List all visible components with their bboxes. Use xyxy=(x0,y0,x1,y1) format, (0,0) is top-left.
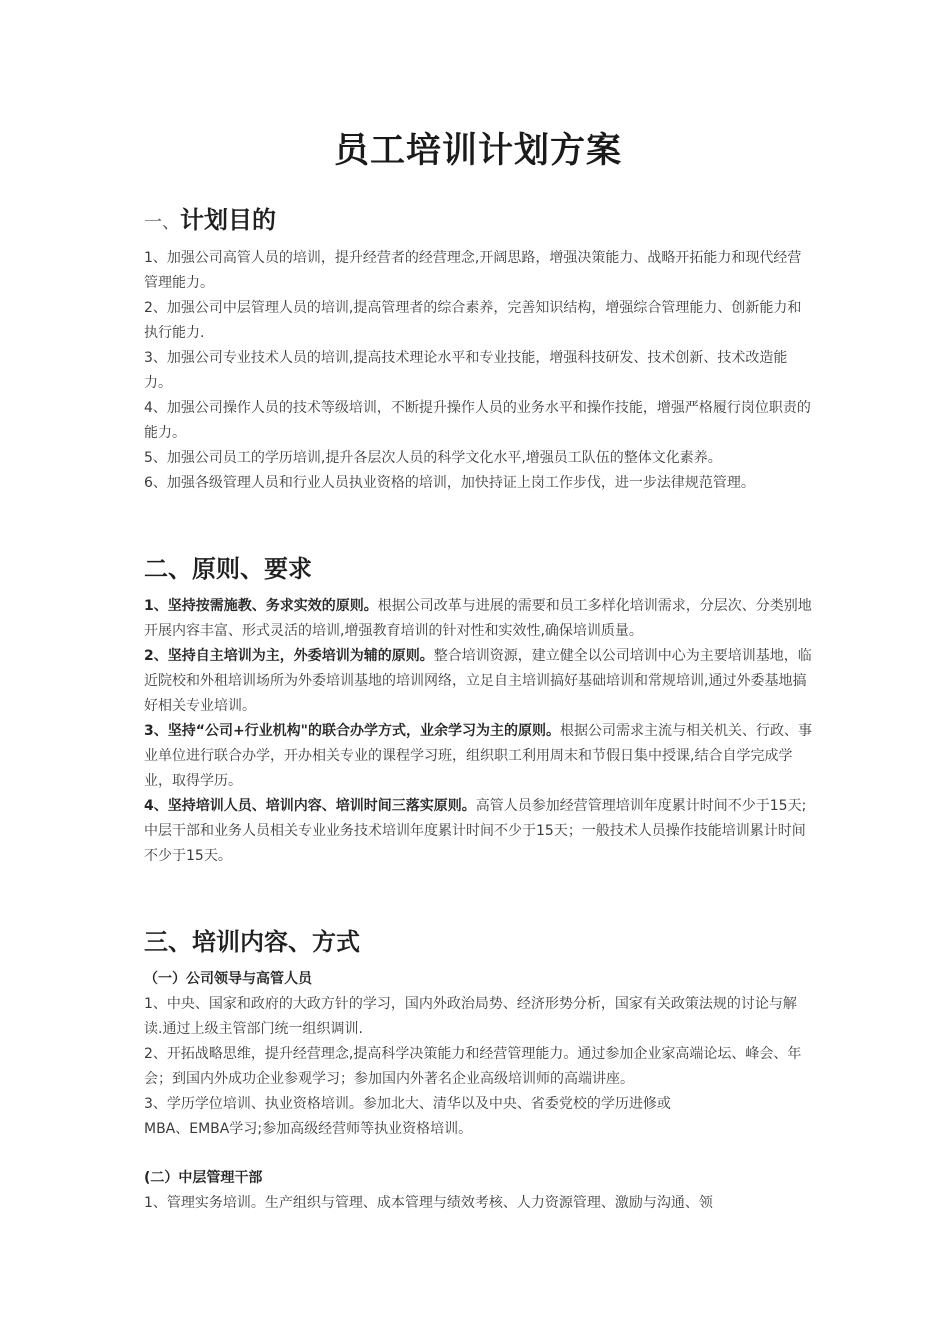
subsection-heading: （一）公司领导与高管人员 xyxy=(144,971,312,987)
principle-title: 3、坚持“公司+行业机构"的联合办学方式，业余学习为主的原则。 xyxy=(144,723,560,739)
section-3-heading xyxy=(144,926,360,958)
principle-text: 整合培训资源，建立健全以公司培训中心为主要培训基地，临近院校和外租培训场所为外委培训基地的培训网络，立足自主培训搞好基础培训和常规培训,通过外委基地搞好相关专业培训。 xyxy=(144,648,812,714)
section-3-group-2 xyxy=(144,1166,812,1216)
principle-text: 高管人员参加经营管理培训年度累计时间不少于15天;中层干部和业务人员相关专业业务技术培训年度累计时间不少于15天；一般技术人员操作技能培训累计时间不少于15天。 xyxy=(144,798,807,864)
principle-text: 根据公司需求主流与相关机关、行政、事业单位进行联合办学，开办相关专业的课程学习班，组织职工利用周末和节假日集中授课,结合自学完成学业，取得学历。 xyxy=(144,723,812,789)
paragraph: MBA、EMBA学习;参加高级经营师等执业资格培训。 xyxy=(144,1121,473,1137)
section-1-body xyxy=(144,246,812,496)
paragraph: 6、加强各级管理人员和行业人员执业资格的培训，加快持证上岗工作步伐，进一步法律规范管理。 xyxy=(144,475,755,491)
principle-paragraph xyxy=(144,794,812,869)
principle-paragraph xyxy=(144,719,812,794)
paragraph: 1、管理实务培训。生产组织与管理、成本管理与绩效考核、人力资源管理、激励与沟通、领 xyxy=(144,1195,713,1211)
section-2-heading xyxy=(144,553,312,585)
section-2-title: 二、原则、要求 xyxy=(144,555,312,583)
principle-paragraph xyxy=(144,594,812,644)
principle-paragraph xyxy=(144,644,812,719)
section-2-body xyxy=(144,594,812,869)
principle-title: 4、坚持培训人员、培训内容、培训时间三落实原则。 xyxy=(144,798,476,814)
document-title: 员工培训计划方案 xyxy=(333,131,622,171)
section-3-group-1 xyxy=(144,967,812,1142)
paragraph: 4、加强公司操作人员的技术等级培训，不断提升操作人员的业务水平和操作技能，增强严格履行岗位职责的能力。 xyxy=(144,400,811,441)
paragraph: 3、学历学位培训、执业资格培训。参加北大、清华以及中央、省委党校的学历进修或 xyxy=(144,1096,671,1112)
section-1-title: 计划目的 xyxy=(180,206,276,234)
paragraph: 2、开拓战略思维，提升经营理念,提高科学决策能力和经营管理能力。通过参加企业家高端论坛、峰会、年会；到国内外成功企业参观学习；参加国内外著名企业高级培训师的高端讲座。 xyxy=(144,1046,802,1087)
paragraph: 2、加强公司中层管理人员的培训,提高管理者的综合素养，完善知识结构，增强综合管理能力、创新能力和执行能力. xyxy=(144,300,802,341)
section-1-prefix: 一、 xyxy=(144,212,180,233)
principle-text: 根据公司改革与进展的需要和员工多样化培训需求，分层次、分类别地开展内容丰富、形式灵活的培训,增强教育培训的针对性和实效性,确保培训质量。 xyxy=(144,598,812,639)
principle-title: 1、坚持按需施教、务求实效的原则。 xyxy=(144,598,378,614)
paragraph: 1、加强公司高管人员的培训，提升经营者的经营理念,开阔思路，增强决策能力、战略开拓能力和现代经营管理能力。 xyxy=(144,250,802,291)
paragraph: 5、加强公司员工的学历培训,提升各层次人员的科学文化水平,增强员工队伍的整体文化素养。 xyxy=(144,450,722,466)
section-3-title: 三、培训内容、方式 xyxy=(144,928,360,956)
paragraph: 3、加强公司专业技术人员的培训,提高技术理论水平和专业技能，增强科技研发、技术创新、技术改造能力。 xyxy=(144,350,788,391)
subsection-heading: (二）中层管理干部 xyxy=(144,1170,263,1186)
principle-title: 2、坚持自主培训为主，外委培训为辅的原则。 xyxy=(144,648,434,664)
section-1-heading xyxy=(144,204,276,239)
paragraph: 1、中央、国家和政府的大政方针的学习，国内外政治局势、经济形势分析，国家有关政策法规的讨论与解读.通过上级主管部门统一组织调训. xyxy=(144,996,797,1037)
